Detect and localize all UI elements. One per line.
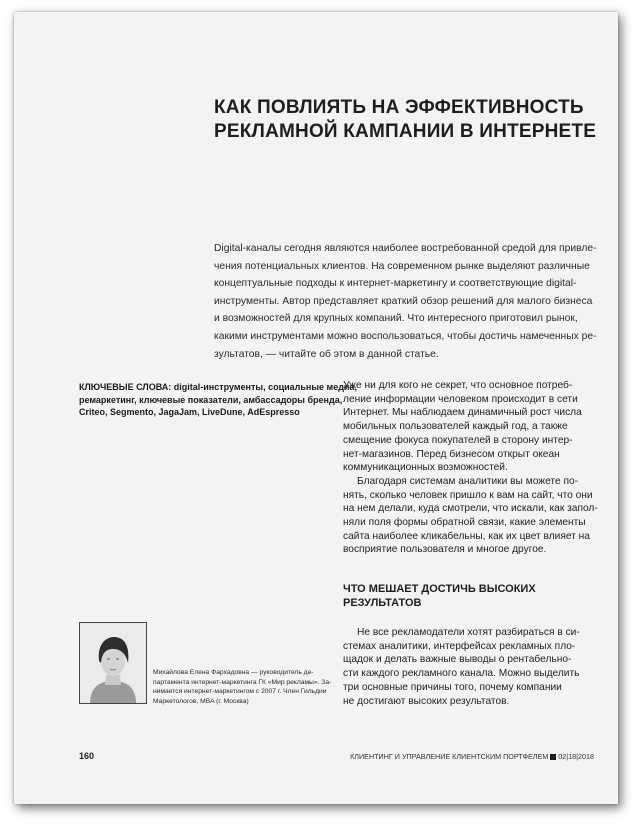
bio-line: партамента интернет-маркетинга ГК «Мир рекламы». За- [153,678,332,686]
page-number: 160 [79,751,95,761]
lead-line: зультатов, — читайте об этом в данной статье. [214,348,439,360]
body-line: не достигают высоких результатов. [343,695,510,707]
article-lead [214,240,597,363]
heading-line: ЧТО МЕШАЕТ ДОСТИЧЬ ВЫСОКИХ [343,583,536,595]
lead-line: и возможностей для крупных компаний. Что интересного приготовил рынок, [214,313,578,325]
body-line: стемах аналитики, интерфейсах рекламных пло- [343,640,576,652]
body-line: Благодаря системам аналитики вы можете по- [357,475,579,487]
body-line: коммуникационных возможностей. [343,462,508,474]
body-line: Интернет. Мы наблюдаем динамичный рост числа [343,407,582,419]
body-line: сайта наиболее кликабельны, как их цвет влияет на [343,530,590,542]
lead-line: какими инструментами можно воспользоваться, чтобы достичь намеченных ре- [214,330,597,342]
article-title [214,96,597,144]
journal-name: КЛИЕНТИНГ И УПРАВЛЕНИЕ КЛИЕНТСКИМ ПОРТФЕЛЕМ [350,752,549,761]
body-line: три основные причины того, почему компании [343,681,562,693]
body-line: смещение фокуса покупателей в сторону интер- [343,434,573,446]
lead-line: Digital-каналы сегодня являются наиболее востребованной средой для привле- [214,243,597,254]
body-line: нет-магазинов. Перед бизнесом открыт океан [343,448,560,460]
body-line: щадок и делать важные выводы о рентабельно- [343,654,572,666]
bio-line: Маркетологов, MBA (г. Москва) [153,697,249,705]
lead-line: концептуальные подходы к интернет-маркетингу и соответствующие digital- [214,278,577,290]
heading-line: РЕЗУЛЬТАТОВ [343,597,422,609]
body-line: восприятие пользователя и многое другое. [343,544,547,556]
body-line: Уже ни для кого не секрет, что основное потреб- [343,380,573,391]
keywords-line: Criteo, Segmento, JagaJam, LiveDune, AdEspresso [79,407,300,417]
bio-line: нимается интернет-маркетингом с 2007 г. Член Гильдии [153,688,327,696]
keywords-line: ремаркетинг, ключевые показатели, амбассадоры бренда, [79,394,343,405]
bio-line: Михайлова Елена Фархадовна — руководитель де- [153,669,314,676]
section-heading [343,582,593,610]
keywords-block [79,381,357,419]
journal-footer [350,752,594,761]
lead-line: инструменты. Автор представляет краткий обзор решений для малого бизнеса [214,295,593,307]
body-text-intro [343,379,598,557]
square-separator-icon [550,754,556,760]
author-photo [79,622,147,704]
title-line: РЕКЛАМНОЙ КАМПАНИИ В ИНТЕРНЕТЕ [214,121,597,142]
lead-line: чения потенциальных клиентов. На современном рынке выделяют различные [214,260,590,272]
author-bio [153,668,332,706]
body-line: сти каждого рекламного канала. Можно выделить [343,668,580,680]
keywords-line: КЛЮЧЕВЫЕ СЛОВА: digital-инструменты, социальные медиа, [79,382,357,392]
body-text-section [343,626,593,708]
issue-number: 02|18|2018 [558,752,594,761]
body-line: няли поля формы обратной связи, какие элементы [343,517,586,529]
body-line: ление информации человеком происходит в сети [343,393,578,405]
body-line: мобильных пользователей каждый год, а также [343,421,568,433]
portrait-photo-icon [80,623,146,703]
title-line: КАК ПОВЛИЯТЬ НА ЭФФЕКТИВНОСТЬ [214,97,584,118]
body-line: нять, сколько человек пришло к вам на сайт, что они [343,489,593,501]
body-line: Не все рекламодатели хотят разбираться в си- [357,627,580,638]
body-line: на нем делали, куда смотрели, что искали, как запол- [343,503,598,515]
